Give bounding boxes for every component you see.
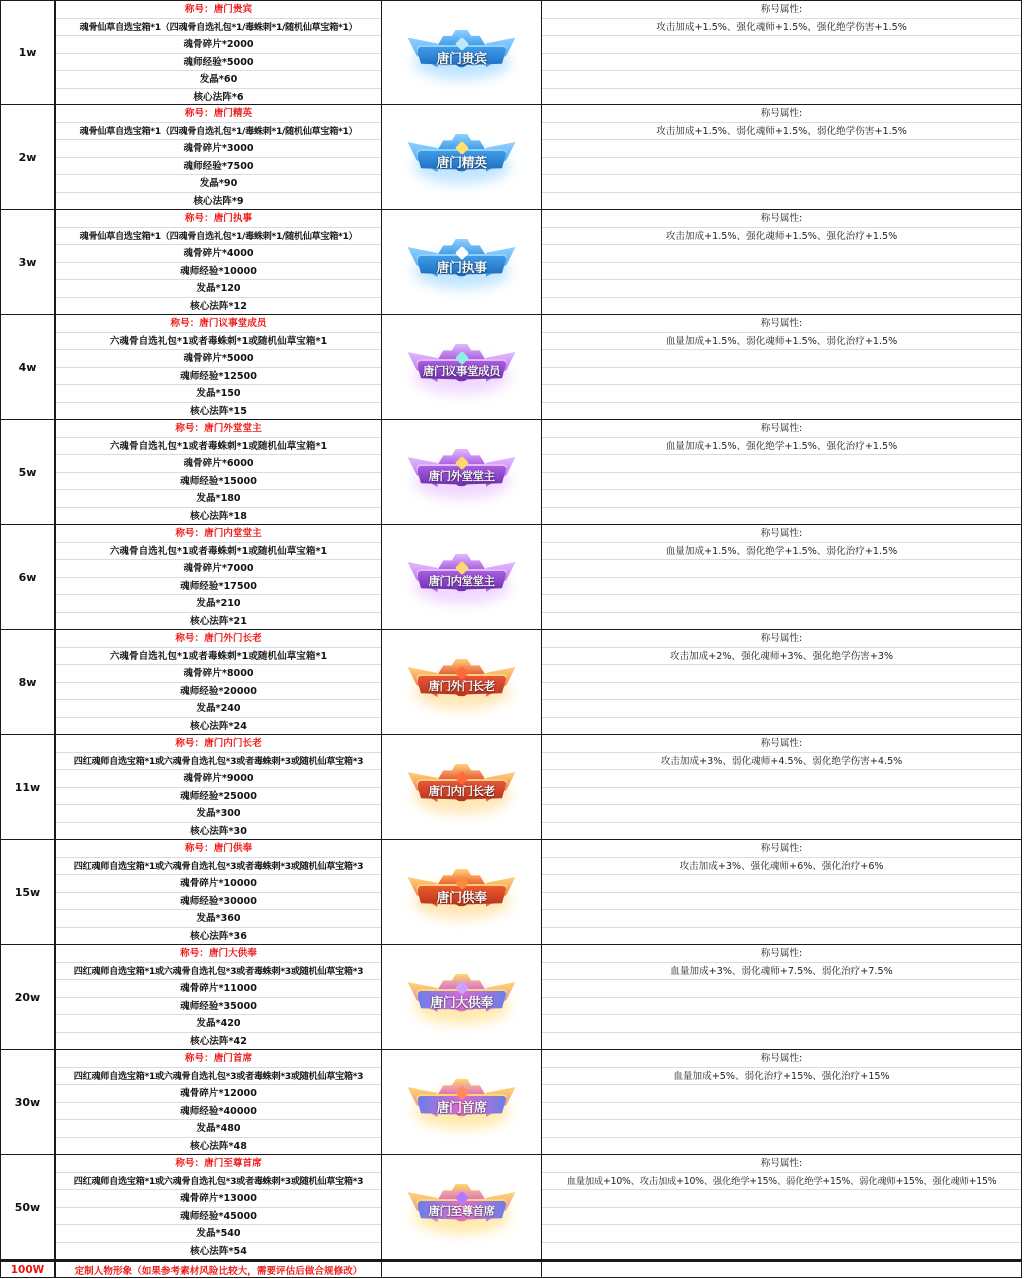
- tier-label: 30w: [1, 1050, 56, 1154]
- title-name: 称号：唐门议事堂成员: [56, 315, 381, 333]
- badge-cell: [382, 210, 542, 314]
- reward-item-box: 六魂骨自选礼包*1或者毒蛛刺*1或随机仙草宝箱*1: [56, 438, 381, 456]
- attributes-cell: [542, 315, 1021, 419]
- reward-item-soulbone-shards: 魂骨碎片*2000: [56, 36, 381, 54]
- reward-item-box: 魂骨仙草自选宝箱*1（四魂骨自选礼包*1/毒蛛刺*1/随机仙草宝箱*1）: [56, 19, 381, 37]
- tier-label: 3w: [1, 210, 56, 314]
- rewards-cell: [56, 525, 382, 629]
- attributes-text: 血量加成+5%、弱化治疗+15%、强化治疗+15%: [542, 1068, 1021, 1086]
- attributes-header: 称号属性:: [542, 525, 1021, 543]
- badge-label: 唐门执事: [436, 261, 487, 276]
- rewards-cell: [56, 630, 382, 734]
- empty-subrow: [542, 683, 1021, 701]
- reward-item-core-array: 核心法阵*48: [190, 1140, 247, 1152]
- attributes-text: 攻击加成+1.5%、弱化魂师+1.5%、弱化绝学伤害+1.5%: [542, 123, 1021, 141]
- reward-item-box: 四红魂师自选宝箱*1或六魂骨自选礼包*3或者毒蛛刺*3或随机仙草宝箱*3: [56, 1068, 381, 1086]
- attributes-text: 攻击加成+1.5%、强化魂师+1.5%、强化绝学伤害+1.5%: [542, 19, 1021, 37]
- empty-subrow: [542, 700, 1021, 718]
- reward-item-soulbone-shards: 魂骨碎片*9000: [56, 770, 381, 788]
- empty-subrow: [542, 1085, 1021, 1103]
- reward-item-box: 四红魂师自选宝箱*1或六魂骨自选礼包*3或者毒蛛刺*3或随机仙草宝箱*3: [56, 963, 381, 981]
- reward-item-core-array: 核心法阵*54: [190, 1245, 247, 1257]
- tier-group: [0, 315, 1022, 420]
- attributes-text: 攻击加成+3%、弱化魂师+4.5%、弱化绝学伤害+4.5%: [542, 753, 1021, 771]
- badge-cell: [382, 1050, 542, 1154]
- attributes-cell: [542, 630, 1021, 734]
- title-badge-image: [400, 1178, 524, 1236]
- tier-group: [0, 945, 1022, 1050]
- reward-item-soul-master-exp: 魂师经验*12500: [56, 368, 381, 386]
- reward-item-soulbone-shards: 魂骨碎片*6000: [56, 455, 381, 473]
- empty-subrow: [542, 280, 1021, 298]
- tier-group: [0, 0, 1022, 105]
- rewards-cell: [56, 735, 382, 839]
- tier-group: [0, 420, 1022, 525]
- reward-item-soul-master-exp: 魂师经验*7500: [56, 158, 381, 176]
- empty-subrow: [542, 1208, 1021, 1226]
- tier-label: 1w: [1, 1, 56, 104]
- attributes-cell: [542, 735, 1021, 839]
- tier-label: 20w: [1, 945, 56, 1049]
- title-badge-image: [400, 24, 524, 82]
- empty-subrow: [542, 71, 1021, 89]
- reward-item-soul-master-exp: 魂师经验*20000: [56, 683, 381, 701]
- reward-item-core-array: 核心法阵*9: [193, 195, 244, 207]
- badge-cell: [382, 420, 542, 524]
- empty-subrow: [542, 998, 1021, 1016]
- attributes-cell: [542, 1, 1021, 104]
- tier-group: [0, 735, 1022, 840]
- title-badge-image: [400, 338, 524, 396]
- badge-label: 唐门贵宾: [436, 51, 487, 67]
- attributes-text: 血量加成+1.5%、弱化绝学+1.5%、弱化治疗+1.5%: [542, 543, 1021, 561]
- title-name: 称号：唐门首席: [56, 1050, 381, 1068]
- tier-label: 8w: [1, 630, 56, 734]
- reward-item-core-array: 核心法阵*12: [190, 300, 247, 312]
- attributes-header: 称号属性:: [542, 1155, 1021, 1173]
- reward-item-hair-crystal: 发晶*420: [56, 1015, 381, 1033]
- title-badge-image: [400, 863, 524, 921]
- reward-item-core-array: 核心法阵*42: [190, 1035, 247, 1047]
- attributes-text: 攻击加成+3%、强化魂师+6%、强化治疗+6%: [542, 858, 1021, 876]
- reward-item-core-array: 核心法阵*36: [190, 930, 247, 942]
- reward-item-box: 六魂骨自选礼包*1或者毒蛛刺*1或随机仙草宝箱*1: [56, 543, 381, 561]
- reward-item-core-array: 核心法阵*6: [193, 91, 244, 103]
- reward-item-hair-crystal: 发晶*210: [56, 595, 381, 613]
- title-badge-image: [400, 968, 524, 1026]
- empty-subrow: [542, 175, 1021, 193]
- attributes-header: 称号属性:: [542, 1050, 1021, 1068]
- badge-label: 唐门外堂堂主: [428, 469, 495, 483]
- attributes-cell: [542, 1155, 1021, 1259]
- rewards-cell: [56, 315, 382, 419]
- rewards-cell: [56, 945, 382, 1049]
- reward-item-soul-master-exp: 魂师经验*40000: [56, 1103, 381, 1121]
- tier-group: [0, 1155, 1022, 1260]
- attributes-header: 称号属性:: [542, 945, 1021, 963]
- empty-subrow: [542, 508, 1021, 526]
- final-tier-row: [0, 1260, 1022, 1278]
- empty-subrow: [542, 263, 1021, 281]
- final-reward-text: 定制人物形象（如果参考素材风险比较大，需要评估后做合规修改）: [56, 1262, 382, 1277]
- empty-subrow: [542, 788, 1021, 806]
- rewards-cell: [56, 1155, 382, 1259]
- rewards-cell: [56, 1050, 382, 1154]
- reward-item-hair-crystal: 发晶*150: [56, 385, 381, 403]
- empty-subrow: [542, 158, 1021, 176]
- empty-subrow: [542, 490, 1021, 508]
- rewards-cell: [56, 1, 382, 104]
- reward-item-soul-master-exp: 魂师经验*5000: [56, 54, 381, 72]
- badge-cell: [382, 1155, 542, 1259]
- tier-label: 100W: [1, 1262, 56, 1277]
- title-badge-image: [400, 548, 524, 606]
- attributes-cell: [542, 840, 1021, 944]
- reward-item-soul-master-exp: 魂师经验*45000: [56, 1208, 381, 1226]
- reward-item-box: 六魂骨自选礼包*1或者毒蛛刺*1或随机仙草宝箱*1: [56, 648, 381, 666]
- empty-subrow: [542, 1243, 1021, 1261]
- badge-cell: [382, 630, 542, 734]
- badge-label: 唐门内门长老: [428, 784, 495, 798]
- reward-item-hair-crystal: 发晶*480: [56, 1120, 381, 1138]
- attributes-cell: [542, 210, 1021, 314]
- rewards-cell: [56, 840, 382, 944]
- empty-subrow: [542, 770, 1021, 788]
- title-name: 称号：唐门外门长老: [56, 630, 381, 648]
- reward-item-soulbone-shards: 魂骨碎片*5000: [56, 350, 381, 368]
- empty-subrow: [542, 980, 1021, 998]
- tier-label: 50w: [1, 1155, 56, 1259]
- title-badge-image: [400, 653, 524, 711]
- empty-subrow: [542, 665, 1021, 683]
- reward-item-soul-master-exp: 魂师经验*10000: [56, 263, 381, 281]
- reward-item-core-array: 核心法阵*30: [190, 825, 247, 837]
- attributes-header: 称号属性:: [542, 210, 1021, 228]
- attributes-cell: [542, 105, 1021, 209]
- attributes-header: 称号属性:: [542, 840, 1021, 858]
- badge-label: 唐门议事堂成员: [423, 364, 500, 378]
- tier-label: 15w: [1, 840, 56, 944]
- badge-label: 唐门外门长老: [428, 679, 495, 693]
- badge-label: 唐门大供奉: [430, 996, 493, 1011]
- reward-item-hair-crystal: 发晶*240: [56, 700, 381, 718]
- badge-cell: [382, 735, 542, 839]
- empty-subrow: [542, 805, 1021, 823]
- empty-subrow: [542, 1138, 1021, 1156]
- empty-subrow: [542, 910, 1021, 928]
- attributes-text: 攻击加成+1.5%、强化魂师+1.5%、强化治疗+1.5%: [542, 228, 1021, 246]
- reward-item-hair-crystal: 发晶*180: [56, 490, 381, 508]
- badge-cell: [382, 840, 542, 944]
- title-name: 称号：唐门内堂堂主: [56, 525, 381, 543]
- reward-item-box: 四红魂师自选宝箱*1或六魂骨自选礼包*3或者毒蛛刺*3或随机仙草宝箱*3: [56, 1173, 381, 1191]
- attributes-cell-empty: [542, 1262, 1021, 1277]
- reward-item-hair-crystal: 发晶*300: [56, 805, 381, 823]
- empty-subrow: [542, 1033, 1021, 1051]
- empty-subrow: [542, 455, 1021, 473]
- empty-subrow: [542, 350, 1021, 368]
- empty-subrow: [542, 298, 1021, 316]
- empty-subrow: [542, 193, 1021, 211]
- attributes-text: 血量加成+10%、攻击加成+10%、强化绝学+15%、弱化绝学+15%、弱化魂师+15%、强化魂师+15%: [542, 1173, 1021, 1191]
- reward-item-soul-master-exp: 魂师经验*30000: [56, 893, 381, 911]
- tier-group: [0, 840, 1022, 945]
- tier-label: 5w: [1, 420, 56, 524]
- badge-label: 唐门首席: [436, 1101, 487, 1116]
- empty-subrow: [542, 875, 1021, 893]
- badge-cell: [382, 525, 542, 629]
- badge-cell: [382, 315, 542, 419]
- title-badge-image: [400, 233, 524, 291]
- reward-item-soulbone-shards: 魂骨碎片*13000: [56, 1190, 381, 1208]
- reward-item-core-array: 核心法阵*24: [190, 720, 247, 732]
- attributes-header: 称号属性:: [542, 1, 1021, 19]
- attributes-header: 称号属性:: [542, 630, 1021, 648]
- attributes-header: 称号属性:: [542, 420, 1021, 438]
- badge-label: 唐门供奉: [436, 891, 487, 906]
- empty-subrow: [542, 140, 1021, 158]
- rewards-cell: [56, 420, 382, 524]
- attributes-cell: [542, 945, 1021, 1049]
- title-badge-image: [400, 443, 524, 501]
- reward-item-hair-crystal: 发晶*90: [56, 175, 381, 193]
- badge-label: 唐门内堂堂主: [428, 574, 495, 588]
- empty-subrow: [542, 1015, 1021, 1033]
- attributes-cell: [542, 420, 1021, 524]
- reward-item-soulbone-shards: 魂骨碎片*7000: [56, 560, 381, 578]
- empty-subrow: [542, 385, 1021, 403]
- reward-item-core-array: 核心法阵*18: [190, 510, 247, 522]
- attributes-header: 称号属性:: [542, 735, 1021, 753]
- title-name: 称号：唐门外堂堂主: [56, 420, 381, 438]
- title-name: 称号：唐门至尊首席: [56, 1155, 381, 1173]
- title-name: 称号：唐门供奉: [56, 840, 381, 858]
- reward-item-soulbone-shards: 魂骨碎片*4000: [56, 245, 381, 263]
- tier-label: 6w: [1, 525, 56, 629]
- reward-item-soul-master-exp: 魂师经验*35000: [56, 998, 381, 1016]
- empty-subrow: [542, 368, 1021, 386]
- reward-item-box: 六魂骨自选礼包*1或者毒蛛刺*1或随机仙草宝箱*1: [56, 333, 381, 351]
- attributes-header: 称号属性:: [542, 315, 1021, 333]
- empty-subrow: [542, 54, 1021, 72]
- empty-subrow: [542, 1103, 1021, 1121]
- attributes-text: 攻击加成+2%、强化魂师+3%、强化绝学伤害+3%: [542, 648, 1021, 666]
- badge-label: 唐门精英: [436, 156, 487, 171]
- tier-group: [0, 630, 1022, 735]
- reward-item-hair-crystal: 发晶*120: [56, 280, 381, 298]
- tier-group: [0, 1050, 1022, 1155]
- reward-item-soulbone-shards: 魂骨碎片*11000: [56, 980, 381, 998]
- reward-item-soulbone-shards: 魂骨碎片*3000: [56, 140, 381, 158]
- empty-subrow: [542, 893, 1021, 911]
- badge-cell: [382, 1, 542, 104]
- title-name: 称号：唐门大供奉: [56, 945, 381, 963]
- tier-group: [0, 210, 1022, 315]
- reward-item-soulbone-shards: 魂骨碎片*8000: [56, 665, 381, 683]
- empty-subrow: [542, 403, 1021, 421]
- empty-subrow: [542, 1190, 1021, 1208]
- tier-label: 2w: [1, 105, 56, 209]
- reward-item-hair-crystal: 发晶*360: [56, 910, 381, 928]
- reward-item-soulbone-shards: 魂骨碎片*10000: [56, 875, 381, 893]
- title-badge-image: [400, 1073, 524, 1131]
- title-name: 称号：唐门内门长老: [56, 735, 381, 753]
- empty-subrow: [542, 595, 1021, 613]
- empty-subrow: [542, 473, 1021, 491]
- attributes-cell: [542, 525, 1021, 629]
- badge-cell: [382, 945, 542, 1049]
- reward-item-box: 魂骨仙草自选宝箱*1（四魂骨自选礼包*1/毒蛛刺*1/随机仙草宝箱*1）: [56, 228, 381, 246]
- reward-item-soul-master-exp: 魂师经验*25000: [56, 788, 381, 806]
- title-badge-image: [400, 758, 524, 816]
- reward-item-box: 魂骨仙草自选宝箱*1（四魂骨自选礼包*1/毒蛛刺*1/随机仙草宝箱*1）: [56, 123, 381, 141]
- reward-item-hair-crystal: 发晶*540: [56, 1225, 381, 1243]
- reward-item-core-array: 核心法阵*15: [190, 405, 247, 417]
- reward-item-box: 四红魂师自选宝箱*1或六魂骨自选礼包*3或者毒蛛刺*3或随机仙草宝箱*3: [56, 753, 381, 771]
- attributes-text: 血量加成+1.5%、强化绝学+1.5%、强化治疗+1.5%: [542, 438, 1021, 456]
- empty-subrow: [542, 823, 1021, 841]
- empty-subrow: [542, 245, 1021, 263]
- empty-subrow: [542, 1225, 1021, 1243]
- attributes-cell: [542, 1050, 1021, 1154]
- attributes-text: 血量加成+3%、弱化魂师+7.5%、弱化治疗+7.5%: [542, 963, 1021, 981]
- rewards-cell: [56, 210, 382, 314]
- title-name: 称号：唐门精英: [56, 105, 381, 123]
- tier-label: 11w: [1, 735, 56, 839]
- empty-subrow: [542, 560, 1021, 578]
- title-badge-image: [400, 128, 524, 186]
- title-name: 称号：唐门执事: [56, 210, 381, 228]
- rewards-cell: [56, 105, 382, 209]
- empty-subrow: [542, 928, 1021, 946]
- empty-subrow: [542, 613, 1021, 631]
- reward-item-hair-crystal: 发晶*60: [56, 71, 381, 89]
- tier-group: [0, 105, 1022, 210]
- badge-cell-empty: [382, 1262, 542, 1277]
- reward-item-soul-master-exp: 魂师经验*15000: [56, 473, 381, 491]
- empty-subrow: [542, 89, 1021, 107]
- empty-subrow: [542, 1120, 1021, 1138]
- reward-item-core-array: 核心法阵*21: [190, 615, 247, 627]
- empty-subrow: [542, 578, 1021, 596]
- reward-item-soul-master-exp: 魂师经验*17500: [56, 578, 381, 596]
- tier-label: 4w: [1, 315, 56, 419]
- empty-subrow: [542, 36, 1021, 54]
- attributes-header: 称号属性:: [542, 105, 1021, 123]
- empty-subrow: [542, 718, 1021, 736]
- badge-label: 唐门至尊首席: [428, 1204, 495, 1218]
- reward-item-soulbone-shards: 魂骨碎片*12000: [56, 1085, 381, 1103]
- title-name: 称号：唐门贵宾: [56, 1, 381, 19]
- badge-cell: [382, 105, 542, 209]
- tier-group: [0, 525, 1022, 630]
- attributes-text: 血量加成+1.5%、弱化魂师+1.5%、弱化治疗+1.5%: [542, 333, 1021, 351]
- reward-item-box: 四红魂师自选宝箱*1或六魂骨自选礼包*3或者毒蛛刺*3或随机仙草宝箱*3: [56, 858, 381, 876]
